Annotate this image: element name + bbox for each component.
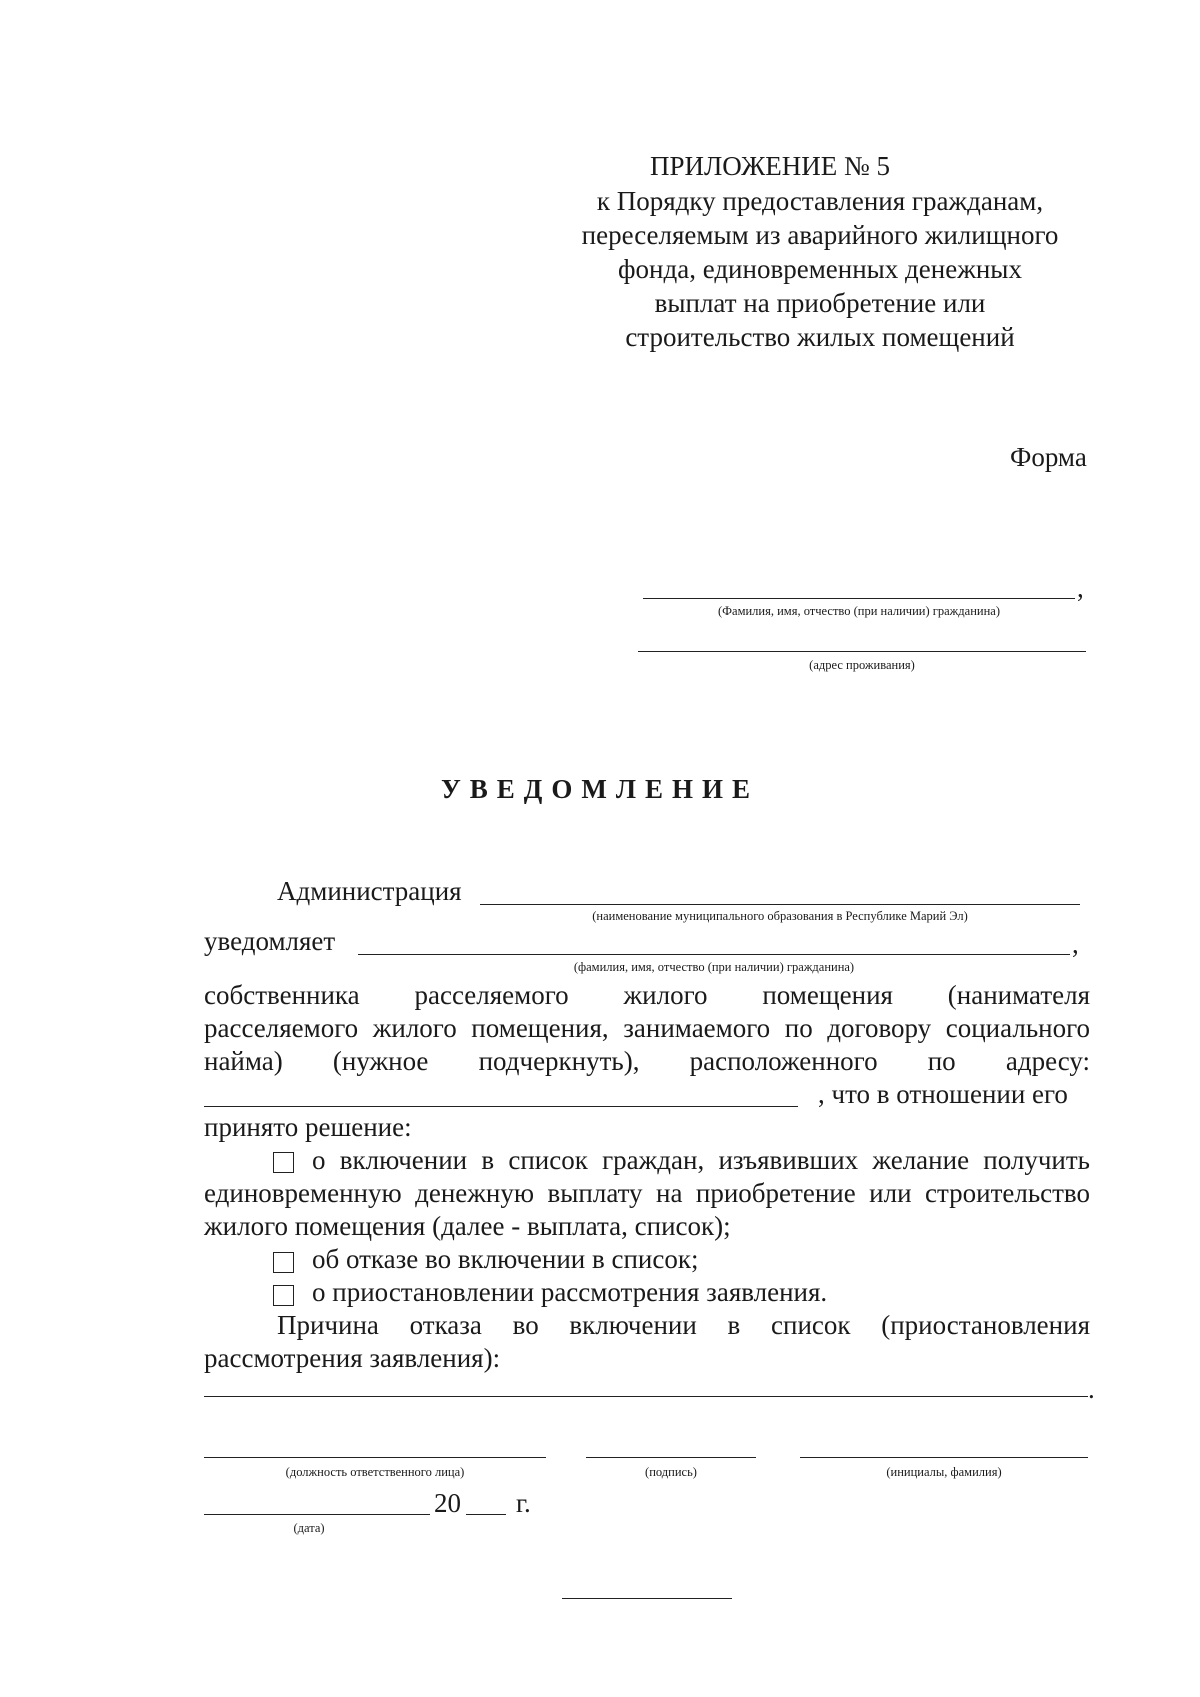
official-name-field[interactable] [800, 1457, 1088, 1458]
signature-caption: (подпись) [645, 1465, 697, 1479]
municipality-caption: (наименование муниципального образования в Республике Марий Эл) [592, 909, 968, 923]
notifies-comma: , [1072, 929, 1079, 959]
official-position-caption: (должность ответственного лица) [285, 1465, 465, 1479]
option-include-line-1: о включении в список граждан, изъявивших желание получить [312, 1145, 1090, 1175]
decision-label: принято решение: [204, 1112, 412, 1142]
date-day-month-field[interactable] [204, 1514, 430, 1515]
appendix-line-3: фонда, единовременных денежных [618, 254, 1022, 284]
property-address-field[interactable] [204, 1106, 798, 1107]
citizen-name-caption: (Фамилия, имя, отчество (при наличии) гражданина) [717, 604, 1000, 618]
date-year-field[interactable] [466, 1514, 506, 1515]
option-refuse-checkbox[interactable] [273, 1252, 294, 1273]
residence-address-caption: (адрес проживания) [809, 658, 915, 672]
option-refuse-label: об отказе во включении в список; [312, 1244, 699, 1274]
option-include-checkbox[interactable] [273, 1152, 294, 1173]
appendix-line-1: к Порядку предоставления гражданам, [596, 186, 1044, 216]
notified-citizen-caption: (фамилия, имя, отчество (при наличии) гражданина) [573, 960, 855, 974]
paragraph-line-2: расселяемого жилого помещения, занимаемого по договору социального [204, 1013, 1090, 1043]
reason-field[interactable] [204, 1396, 1088, 1397]
appendix-line-2: переселяемым из аварийного жилищного [581, 220, 1059, 250]
signature-field[interactable] [586, 1457, 756, 1458]
official-position-field[interactable] [204, 1457, 546, 1458]
document-title: УВЕДОМЛЕНИЕ [440, 774, 760, 804]
paragraph-line-1: собственника расселяемого жилого помещения (нанимателя [204, 980, 1090, 1010]
citizen-name-comma: , [1077, 573, 1084, 603]
option-suspend-checkbox[interactable] [273, 1285, 294, 1306]
reason-line-1: Причина отказа во включении в список (приостановления [277, 1310, 1090, 1340]
option-suspend-label: о приостановлении рассмотрения заявления. [312, 1277, 828, 1307]
notifies-label: уведомляет [204, 926, 336, 956]
reason-line-2: рассмотрения заявления): [204, 1343, 501, 1373]
official-name-caption: (инициалы, фамилия) [886, 1465, 1002, 1479]
citizen-name-field[interactable] [643, 598, 1075, 599]
date-caption: (дата) [293, 1521, 325, 1535]
administration-label: Администрация [277, 876, 462, 906]
form-label: Форма [1010, 442, 1087, 472]
appendix-line-4: выплат на приобретение или [654, 288, 986, 318]
option-include-line-3: жилого помещения (далее - выплата, список); [204, 1211, 731, 1241]
appendix-title: ПРИЛОЖЕНИЕ № 5 [649, 151, 891, 181]
paragraph-line-3: найма) (нужное подчеркнуть), расположенного по адресу: [204, 1046, 1090, 1076]
year-suffix: г. [516, 1488, 531, 1518]
option-include-line-2: единовременную денежную выплату на приобретение или строительство [204, 1178, 1090, 1208]
municipality-field[interactable] [480, 904, 1080, 905]
end-divider [562, 1598, 732, 1599]
appendix-line-5: строительство жилых помещений [625, 322, 1015, 352]
reason-end-dot: . [1088, 1374, 1095, 1404]
year-prefix: 20 [434, 1488, 461, 1518]
notified-citizen-field[interactable] [358, 954, 1070, 955]
paragraph-tail: , что в отношении его [818, 1079, 1068, 1109]
residence-address-field[interactable] [638, 651, 1086, 652]
